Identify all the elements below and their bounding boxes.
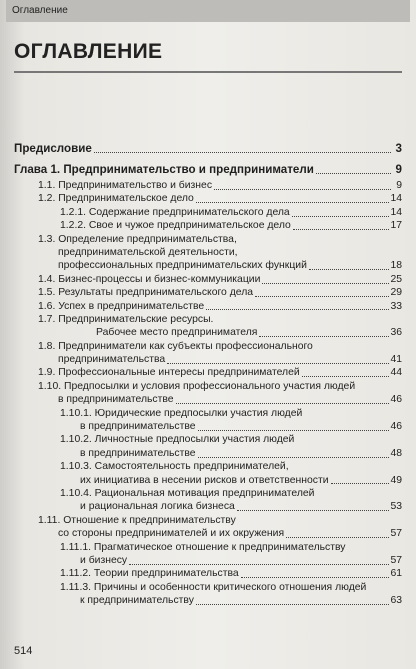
- toc-entry[interactable]: [14, 542, 402, 567]
- toc-entry-text: Глава 1. Предпринимательство и предприниматели: [14, 163, 314, 176]
- page-number: 514: [14, 645, 33, 657]
- toc-entry[interactable]: [14, 274, 402, 286]
- toc-page-number: 33: [390, 300, 402, 312]
- toc-page-number: 57: [390, 528, 402, 540]
- leader-dots: [129, 563, 389, 565]
- toc-entry[interactable]: [14, 207, 402, 219]
- toc-entry-text: 1.2.1. Содержание предпринимательского дела: [60, 206, 290, 218]
- leader-dots: [237, 509, 390, 511]
- toc-entry[interactable]: [14, 367, 402, 379]
- toc-entry[interactable]: [14, 461, 402, 486]
- leader-dots: [206, 308, 389, 310]
- toc-page-number: 14: [390, 206, 402, 218]
- toc-entry[interactable]: [14, 180, 402, 192]
- toc-entry[interactable]: [14, 408, 402, 433]
- toc-entry-text: в предпринимательстве: [58, 394, 174, 406]
- toc-entry-text: в предпринимательстве: [80, 447, 196, 459]
- leader-dots: [331, 482, 390, 484]
- toc-entry-text: предпринимательской деятельности,: [58, 246, 238, 258]
- toc-page-number: 18: [390, 260, 402, 272]
- leader-dots: [262, 282, 389, 284]
- toc-entry[interactable]: [14, 341, 402, 366]
- toc-page-number: 48: [390, 447, 402, 459]
- title-rule: [14, 71, 402, 73]
- leader-dots: [292, 215, 390, 217]
- toc-entry-text: 1.1. Предпринимательство и бизнес: [38, 180, 213, 191]
- toc-page-number: 9: [396, 180, 402, 191]
- toc-page-number: 44: [390, 367, 402, 379]
- table-of-contents: [14, 142, 402, 609]
- toc-entry-text: и бизнесу: [80, 554, 128, 566]
- leader-dots: [255, 295, 389, 297]
- leader-dots: [176, 402, 390, 404]
- toc-entry-text: 1.2.2. Свое и чужое предпринимательское дело: [60, 220, 291, 232]
- toc-entry-text: 1.6. Успех в предпринимательстве: [38, 300, 205, 312]
- toc-entry-text: к предпринимательству: [80, 595, 194, 607]
- running-head: Оглавление: [6, 0, 410, 22]
- toc-entry-text: их инициатива в несении рисков и ответственности: [80, 474, 329, 486]
- toc-entry[interactable]: [14, 193, 402, 205]
- toc-entry-text: 1.11.2. Теории предпринимательства: [60, 568, 239, 580]
- toc-entry-text: 1.7. Предпринимательские ресурсы.: [38, 313, 214, 325]
- toc-entry-text: профессиональных предпринимательских функций: [58, 260, 307, 272]
- toc-entry-text: 1.11.1. Прагматическое отношение к предпринимательству: [60, 541, 346, 553]
- leader-dots: [198, 429, 390, 431]
- toc-entry-text: 1.4. Бизнес-процессы и бизнес-коммуникации: [38, 273, 261, 285]
- toc-page-number: 41: [390, 354, 402, 366]
- leader-dots: [293, 228, 390, 230]
- toc-entry-text: и рациональная логика бизнеса: [80, 501, 235, 513]
- toc-entry[interactable]: [14, 568, 402, 580]
- leader-dots: [316, 172, 391, 174]
- leader-dots: [94, 151, 391, 153]
- toc-page-number: 17: [390, 220, 402, 232]
- toc-page-number: 46: [390, 421, 402, 433]
- toc-entry-text: 1.10.4. Рациональная мотивация предпринимателей: [60, 487, 315, 499]
- toc-entry[interactable]: [14, 301, 402, 313]
- toc-page-number: 63: [390, 595, 402, 607]
- toc-entry-text: 1.10.3. Самостоятельность предпринимателей,: [60, 461, 289, 473]
- page-title: ОГЛАВЛЕНИЕ: [14, 40, 163, 63]
- toc-page-number: 36: [390, 327, 402, 339]
- toc-page-number: 3: [395, 142, 402, 155]
- leader-dots: [198, 456, 390, 458]
- toc-entry-text: 1.8. Предприниматели как субъекты профессионального: [38, 340, 313, 352]
- leader-dots: [259, 335, 389, 337]
- toc-entry-text: предпринимательства: [58, 354, 166, 366]
- toc-entry[interactable]: [14, 142, 402, 155]
- leader-dots: [286, 536, 389, 538]
- leader-dots: [167, 362, 389, 364]
- toc-entry[interactable]: [14, 515, 402, 540]
- toc-page-number: 25: [390, 273, 402, 285]
- toc-entry-text: 1.2. Предпринимательское дело: [38, 193, 194, 205]
- leader-dots: [309, 268, 390, 270]
- toc-entry-text: в предпринимательстве: [80, 421, 196, 433]
- toc-entry-text: 1.10.1. Юридические предпосылки участия людей: [60, 407, 303, 419]
- toc-entry[interactable]: [14, 314, 402, 339]
- toc-page-number: 14: [390, 193, 402, 205]
- leader-dots: [196, 201, 390, 203]
- toc-entry-text: Предисловие: [14, 142, 92, 155]
- toc-entry[interactable]: [14, 220, 402, 232]
- toc-entry[interactable]: [14, 434, 402, 459]
- toc-entry-text: Рабочее место предпринимателя: [96, 327, 258, 339]
- toc-entry[interactable]: [14, 234, 402, 273]
- toc-page-number: 53: [390, 501, 402, 513]
- toc-entry[interactable]: [14, 287, 402, 299]
- leader-dots: [241, 576, 390, 578]
- toc-entry-text: 1.9. Профессиональные интересы предпринимателей: [38, 367, 300, 379]
- toc-entry[interactable]: [14, 582, 402, 607]
- toc-page-number: 46: [390, 394, 402, 406]
- toc-entry[interactable]: [14, 381, 402, 406]
- leader-dots: [214, 188, 391, 190]
- toc-entry-text: 1.10. Предпосылки и условия профессионального участия людей: [38, 380, 356, 392]
- toc-page-number: 9: [395, 163, 402, 176]
- toc-page-number: 61: [390, 568, 402, 580]
- leader-dots: [196, 603, 390, 605]
- toc-page-number: 29: [390, 287, 402, 299]
- leader-dots: [302, 375, 390, 377]
- toc-entry[interactable]: [14, 163, 402, 176]
- toc-entry-text: 1.5. Результаты предпринимательского дела: [38, 287, 254, 299]
- toc-page-number: 49: [390, 474, 402, 486]
- toc-entry-text: со стороны предпринимателей и их окружения: [58, 528, 285, 540]
- toc-page-number: 57: [390, 554, 402, 566]
- toc-entry-text: 1.11. Отношение к предпринимательству: [38, 514, 236, 526]
- toc-entry[interactable]: [14, 488, 402, 513]
- toc-entry-text: 1.3. Определение предпринимательства,: [38, 233, 237, 245]
- toc-entry-text: 1.11.3. Причины и особенности критического отношения людей: [60, 581, 367, 593]
- toc-entry-text: 1.10.2. Личностные предпосылки участия людей: [60, 434, 295, 446]
